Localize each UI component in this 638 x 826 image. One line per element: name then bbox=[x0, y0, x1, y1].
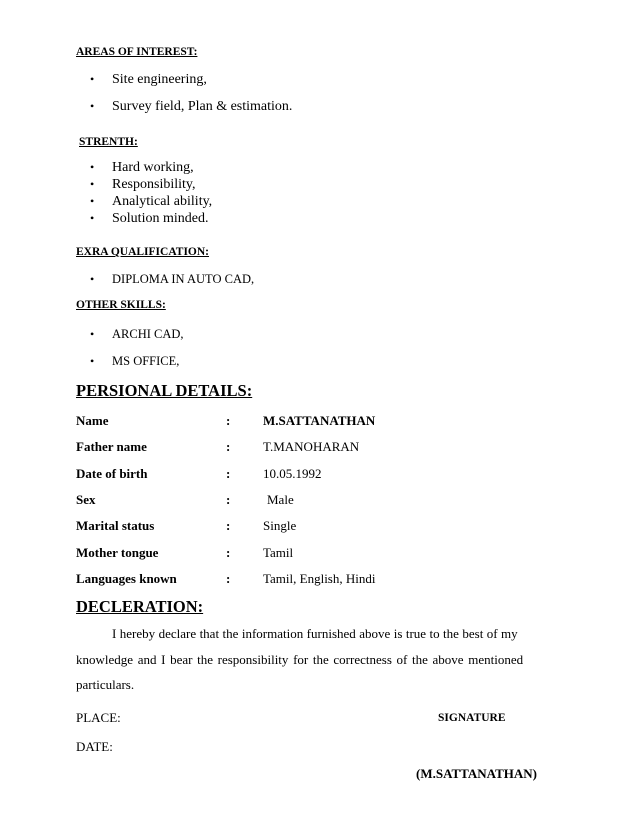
bullet-icon: • bbox=[90, 72, 95, 86]
bullet-icon: • bbox=[90, 272, 95, 286]
bullet-icon: • bbox=[90, 354, 95, 368]
detail-value: Male bbox=[267, 492, 294, 507]
bullet-icon: • bbox=[90, 194, 95, 208]
list-item: • DIPLOMA IN AUTO CAD, bbox=[90, 272, 255, 286]
detail-separator: : bbox=[226, 571, 231, 586]
detail-value: M.SATTANATHAN bbox=[263, 413, 376, 428]
list-item: • MS OFFICE, bbox=[90, 354, 180, 368]
detail-separator: : bbox=[226, 518, 231, 533]
bullet-icon: • bbox=[90, 177, 95, 191]
detail-value: T.MANOHARAN bbox=[263, 439, 360, 454]
areas-of-interest-heading: AREAS OF INTEREST: bbox=[76, 46, 198, 58]
bullet-icon: • bbox=[90, 99, 95, 113]
list-item: • Hard working, bbox=[90, 160, 194, 175]
bullet-icon: • bbox=[90, 211, 95, 225]
personal-details-heading: PERSIONAL DETAILS: bbox=[76, 381, 253, 400]
detail-value: Tamil, English, Hindi bbox=[263, 571, 376, 586]
detail-label: Date of birth bbox=[76, 466, 148, 481]
list-item: • Responsibility, bbox=[90, 177, 196, 192]
list-item: • Site engineering, bbox=[90, 72, 207, 87]
detail-value: 10.05.1992 bbox=[263, 466, 322, 481]
detail-value: Single bbox=[263, 518, 297, 533]
declaration-line: I hereby declare that the information furnished above is true to the best of my bbox=[112, 626, 518, 641]
extra-qualification-heading: EXRA QUALIFICATION: bbox=[76, 246, 210, 258]
detail-separator: : bbox=[226, 466, 231, 481]
detail-separator: : bbox=[226, 439, 231, 454]
bullet-icon: • bbox=[90, 327, 95, 341]
declaration-line: knowledge and I bear the responsibility for the correctness of the above mentioned bbox=[76, 652, 524, 667]
signature-name: (M.SATTANATHAN) bbox=[416, 766, 537, 781]
detail-separator: : bbox=[226, 413, 231, 428]
detail-label: Sex bbox=[76, 492, 96, 507]
list-item: • Analytical ability, bbox=[90, 194, 213, 209]
detail-label: Mother tongue bbox=[76, 545, 159, 560]
detail-label: Father name bbox=[76, 439, 147, 454]
other-skills-heading: OTHER SKILLS: bbox=[76, 299, 166, 311]
declaration-heading: DECLERATION: bbox=[76, 597, 204, 616]
list-item: • Survey field, Plan & estimation. bbox=[90, 99, 293, 114]
detail-label: Name bbox=[76, 413, 109, 428]
date-label: DATE: bbox=[76, 739, 113, 754]
list-item: • ARCHI CAD, bbox=[90, 327, 184, 341]
detail-separator: : bbox=[226, 545, 231, 560]
bullet-icon: • bbox=[90, 160, 95, 174]
detail-label: Marital status bbox=[76, 518, 155, 533]
list-item: • Solution minded. bbox=[90, 211, 209, 226]
detail-label: Languages known bbox=[76, 571, 177, 586]
detail-value: Tamil bbox=[263, 545, 294, 560]
place-label: PLACE: bbox=[76, 710, 121, 725]
strength-heading: STRENTH: bbox=[79, 136, 138, 148]
signature-label: SIGNATURE bbox=[438, 712, 506, 724]
detail-separator: : bbox=[226, 492, 231, 507]
declaration-line: particulars. bbox=[76, 677, 135, 692]
